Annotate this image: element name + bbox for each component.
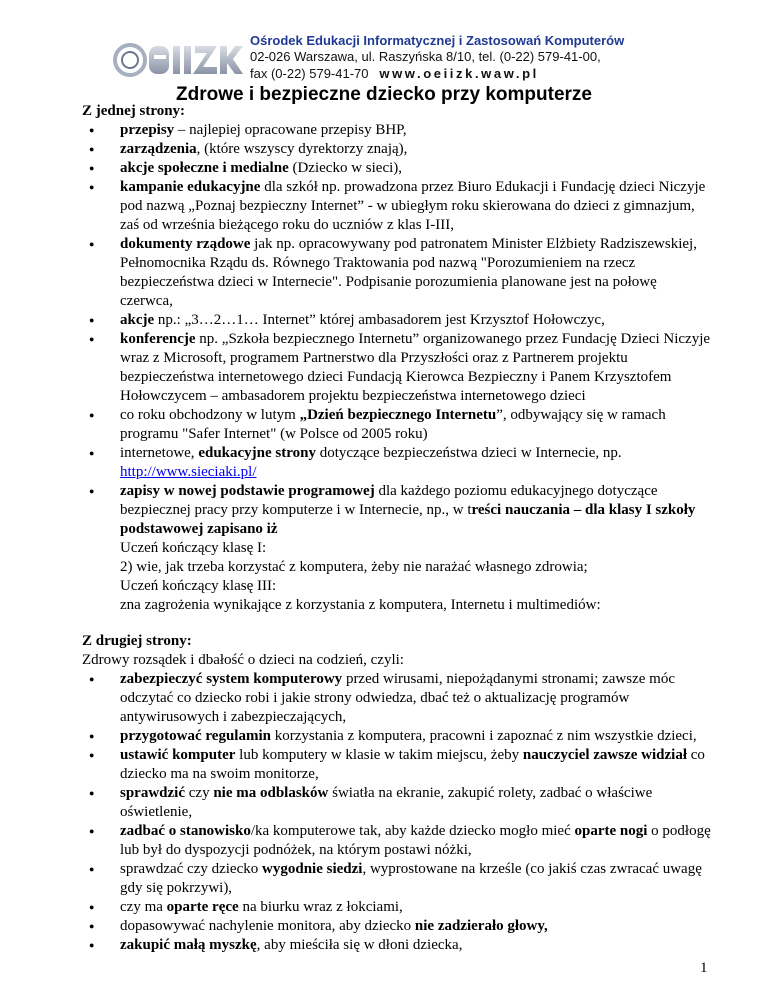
list-item: ● przygotować regulamin korzystania z komputera, pracowni i zapoznać z nim wszystkie dzieci, <box>82 727 712 746</box>
list-item: ● kampanie edukacyjne dla szkół np. prowadzona przez Biuro Edukacji i Fundację dzieci Niczyje pod nazwą „Poznaj bezpieczny Internet” - w ubiegłym roku skierowana do dzieci z gimnazjum, zaś od września bieżącego roku do uczniów z klas I-III, <box>82 178 712 235</box>
list-item: ● czy ma oparte ręce na biurku wraz z łokciami, <box>82 898 712 917</box>
page-number: 1 <box>700 960 708 976</box>
list-item: ● akcje np.: „3…2…1… Internet” której ambasadorem jest Krzysztof Hołowczyc, <box>82 311 712 330</box>
list-item: ● dopasowywać nachylenie monitora, aby dziecko nie zadzierało głowy, <box>82 917 712 936</box>
document-body <box>82 102 712 955</box>
org-fax-www <box>250 65 624 82</box>
org-www: www.oeiizk.waw.pl <box>379 66 539 81</box>
list-item: ● sprawdzać czy dziecko wygodnie siedzi, wyprostowane na krześle (co jakiś czas zwracać uwagę gdy się pokrzywi), <box>82 860 712 898</box>
list-item: ● dokumenty rządowe jak np. opracowywany pod patronatem Minister Elżbiety Radziszewskiej, Pełnomocnika Rządu ds. Równego Traktowania pod nazwą "Porozumieniem na rzecz bezpieczeństwa dzieci w Internecie". Podpisanie porozumienia planowane jest na połowę czerwca, <box>82 235 712 311</box>
sieciaki-link[interactable]: http://www.sieciaki.pl/ <box>120 464 257 480</box>
list-item: ● konferencje np. „Szkoła bezpiecznego Internetu” organizowanego przez Fundację Dzieci Niczyje wraz z Microsoft, programem Partnerstwo dla Przyszłości oraz z Partnerem projektu bezpieczeństwa internetowego dzieci Fundacją Kierowca Bezpieczny i Panem Krzysztofem Hołowczycem – ambasadorem projektu bezpieczeństwa internetowego dzieci <box>82 330 712 406</box>
curriculum-line: zna zagrożenia wynikające z korzystania z komputera, Internetu i multimediów: <box>120 597 601 613</box>
org-name: Ośrodek Edukacji Informatycznej i Zastosowań Komputerów <box>250 33 625 48</box>
section2-list <box>82 670 712 955</box>
list-item: ● zadbać o stanowisko/ka komputerowe tak, aby każde dziecko mogło mieć oparte nogi o podłogę lub był do dyspozycji podnóżek, na którym postawi nóżki, <box>82 822 712 860</box>
header-text <box>250 33 624 82</box>
curriculum-line: 2) wie, jak trzeba korzystać z komputera, żeby nie narażać własnego zdrowia; <box>120 559 588 575</box>
curriculum-line: Uczeń kończący klasę III: <box>120 578 277 594</box>
curriculum-line: Uczeń kończący klasę I: <box>120 540 267 556</box>
spacer <box>82 615 712 632</box>
document-header <box>0 33 768 81</box>
list-item: ● akcje społeczne i medialne (Dziecko w sieci), <box>82 159 712 178</box>
section2-heading: Z drugiej strony: <box>82 633 192 649</box>
list-item: ● zapisy w nowej podstawie programowej dla każdego poziomu edukacyjnego dotyczące bezpiecznej pracy przy komputerze i w Internecie, np., w treści nauczania – dla klasy I szkoły podstawowej zapisano iż <box>82 482 712 539</box>
list-item: ● sprawdzić czy nie ma odblasków światła na ekranie, zakupić rolety, zadbać o właściwe oświetlenie, <box>82 784 712 822</box>
list-item: ● ustawić komputer lub komputery w klasie w takim miejscu, żeby nauczyciel zawsze widział co dziecko ma na swoim monitorze, <box>82 746 712 784</box>
list-item: ● przepisy – najlepiej opracowane przepisy BHP, <box>82 121 712 140</box>
section1-list <box>82 121 712 539</box>
org-fax: fax (0-22) 579-41-70 <box>250 66 369 81</box>
org-address: 02-026 Warszawa, ul. Raszyńska 8/10, tel. (0-22) 579-41-00, <box>250 49 601 64</box>
list-item: ● co roku obchodzony w lutym „Dzień bezpiecznego Internetu”, odbywający się w ramach programu "Safer Internet" (w Polsce od 2005 roku) <box>82 406 712 444</box>
section2-intro: Zdrowy rozsądek i dbałość o dzieci na codzień, czyli: <box>82 652 404 668</box>
list-item: ● zakupić małą myszkę, aby mieściła się w dłoni dziecka, <box>82 936 712 955</box>
list-item: ● zarządzenia, (które wszyscy dyrektorzy znają), <box>82 140 712 159</box>
list-item: ● zabezpieczyć system komputerowy przed wirusami, niepożądanymi stronami; zawsze móc odczytać co dziecko robi i jakie strony odwiedza, dbać też o aktualizację programów antywirusowych i zabezpieczających, <box>82 670 712 727</box>
list-item: ● internetowe, edukacyjne strony dotyczące bezpieczeństwa dzieci w Internecie, np. http://www.sieciaki.pl/ <box>82 444 712 482</box>
section1-heading: Z jednej strony: <box>82 103 186 119</box>
document-title: Zdrowe i bezpieczne dziecko przy komputerze <box>176 84 592 105</box>
oeiizk-logo <box>113 43 243 77</box>
